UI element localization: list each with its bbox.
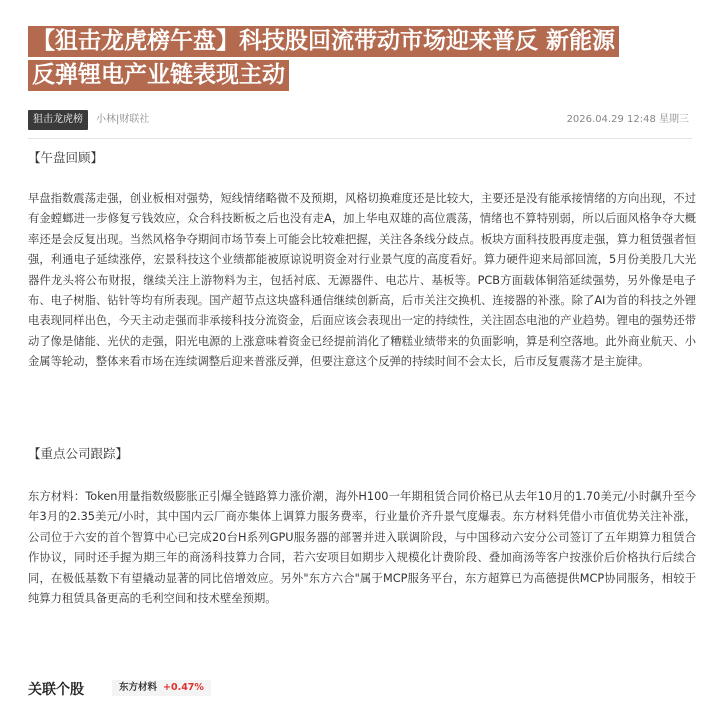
meta-divider [28, 138, 692, 139]
section-body-review: 早盘指数震荡走强，创业板相对强势，短线情绪略微不及预期，风格切换难度还是比较大，主要还是没有能承接情绪的方向出现，不过有金螳螂进一步修复亏钱效应，众合科技断板之后也没有走A，加上华电双雄的高位震荡，情绪也不算特别弱，所以后面风格争夺大概率还是会反复出现。当然风格争夺期间市场节奏上可能会比较难把握，关注各条线分歧点。板块方面科技股再度走强，算力租赁强者恒强，利通电子延续涨停，宏景科技这个业绩都能被原谅说明资金对行业景气度的高度看好。算力硬件迎来局部回流，5月份美股几大光器件龙头将公布财报，继续关注上游物料为主，包括衬底、无源器件、电芯片、基板等。PCB方面载体铜箔延续强势，另外像是电子布、电子树脂、钻针等均有所表现。国产超节点这块盛科通信继续创新高，后市关注交换机、连接器的补涨。除了AI为首的科技之外锂电表现同样出色，今天主动走强而非承接科技分流资金，后面应该会表现出一定的持续性，关注固态电池的产业趋势。锂电的强势还带动了像是储能、光伏的走强，阳光电源的上涨意味着资金已经提前消化了糟糕业绩带来的负面影响，算是利空落地。此外商业航天、小金属等轮动，整体来看市场在连续调整后迎来普涨反弹，但要注意这个反弹的持续时间不会太长，后市反复震荡才是主旋律。 [28, 192, 696, 369]
section-body-companies: 东方材料：Token用量指数级膨胀正引爆全链路算力涨价潮，海外H100一年期租赁合同价格已从去年10月的1.70美元/小时飙升至今年3月的2.35美元/小时，其中国内云厂商亦集体上调算力服务费率，行业量价齐升景气度爆表。东方材料凭借小市值优势关注补涨，公司位于六安的首个智算中心已完成20台H系列GPU服务器的部署并进入联调阶段，与中国移动六安分公司签订了五年期算力租赁合作协议，同时还手握为期三年的商汤科技算力合同，若六安项目如期步入规模化计费阶段、叠加商汤等客户按涨价后价格执行后续合同，在极低基数下有望撬动显著的同比倍增效应。另外"东方六合"属于MCP服务平台，东方超算已为高德提供MCP协同服务，相较于纯算力租赁具备更高的毛利空间和技术壁垒预期。 [28, 490, 696, 606]
article-title [28, 26, 698, 94]
stock-name: 东方材料 [119, 682, 158, 693]
title-line-1: 【狙击龙虎榜午盘】科技股回流带动市场迎来普反 新能源 [28, 26, 619, 57]
publish-datetime: 2026.04.29 12:48 星期三 [566, 114, 689, 125]
stock-change: +0.47% [163, 682, 204, 693]
title-line-2: 反弹锂电产业链表现主动 [28, 60, 289, 91]
column-tag[interactable]: 狙击龙虎榜 [28, 110, 88, 130]
related-stocks-title: 关联个股 [28, 682, 84, 698]
stock-chip[interactable] [112, 680, 211, 696]
section-heading-review: 【午盘回顾】 [28, 150, 104, 165]
author-source: 小林|财联社 [96, 114, 150, 125]
article-meta [28, 110, 692, 132]
section-heading-companies: 【重点公司跟踪】 [28, 446, 129, 461]
